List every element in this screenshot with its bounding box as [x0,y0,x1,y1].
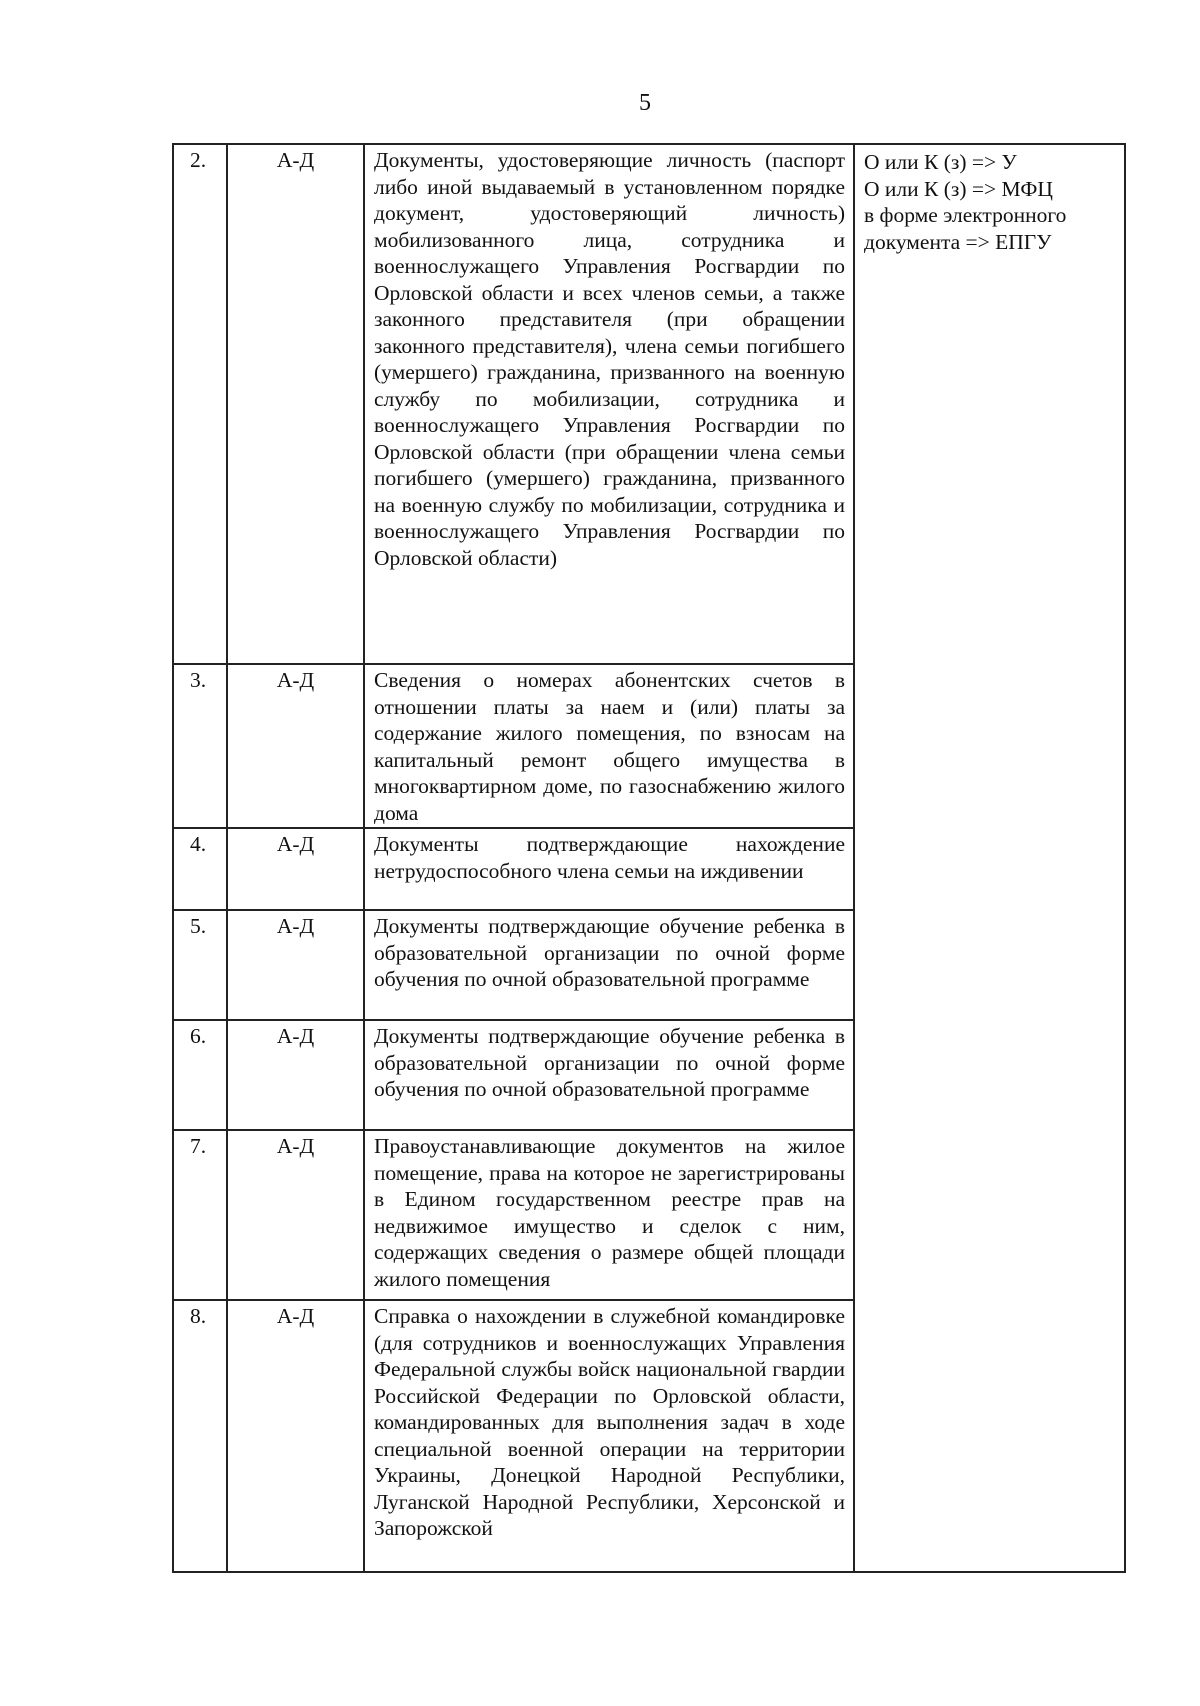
route-line: в форме электронного [864,203,1067,227]
route-line: О или К (з) => МФЦ [864,176,1053,201]
row-number: 2. [173,144,227,664]
row-number: 7. [173,1130,227,1300]
route-line: О или К (з) => У [864,150,1017,174]
row-code: А-Д [227,910,364,1020]
row-number: 8. [173,1300,227,1572]
row-number: 6. [173,1020,227,1130]
row-code: А-Д [227,1020,364,1130]
page-number: 5 [639,90,651,116]
submission-route-cell [854,144,1125,1572]
row-description: Документы подтверждающие обучение ребенка в образовательной организации по очной форме обучения по очной образовательной программе [364,1020,854,1130]
row-code: А-Д [227,664,364,828]
row-code: А-Д [227,144,364,664]
row-description: Документы подтверждающие обучение ребенка в образовательной организации по очной форме обучения по очной образовательной программе [364,910,854,1020]
row-number: 3. [173,664,227,828]
row-description: Документы подтверждающие нахождение нетрудоспособного члена семьи на иждивении [364,828,854,910]
row-number: 5. [173,910,227,1020]
row-description: Документы, удостоверяющие личность (паспорт либо иной выдаваемый в установленном порядке документ, удостоверяющий личность) мобилизованного лица, сотрудника и военнослужащего Управления Росгвардии по Орловской области и всех членов семьи, а также законного представителя (при обращении законного представителя), члена семьи погибшего (умершего) гражданина, призванного на военную службу по мобилизации, сотрудника и военнослужащего Управления Росгвардии по Орловской области (при обращении члена семьи погибшего (умершего) гражданина, призванного на военную службу по мобилизации, сотрудника и военнослужащего Управления Росгвардии по Орловской области) [364,144,854,664]
row-code: А-Д [227,828,364,910]
row-code: А-Д [227,1300,364,1572]
row-description: Правоустанавливающие документов на жилое помещение, права на которое не зарегистрированы в Едином государственном реестре прав на недвижимое имущество и сделок с ним, содержащих сведения о размере общей площади жилого помещения [364,1130,854,1300]
table-row [173,144,1125,664]
row-description: Справка о нахождении в служебной командировке (для сотрудников и военнослужащих Управления Федеральной службы войск национальной гвардии Российской Федерации по Орловской области, командированных для выполнения задач в ходе специальной военной операции на территории Украины, Донецкой Народной Республики, Луганской Народной Республики, Херсонской и Запорожской [364,1300,854,1572]
row-description: Сведения о номерах абонентских счетов в отношении платы за наем и (или) платы за содержание жилого помещения, по взносам на капитальный ремонт общего имущества в многоквартирном доме, по газоснабжению жилого дома [364,664,854,828]
row-number: 4. [173,828,227,910]
documents-table [172,143,1126,1573]
route-line: документа => ЕПГУ [864,229,1052,254]
row-code: А-Д [227,1130,364,1300]
